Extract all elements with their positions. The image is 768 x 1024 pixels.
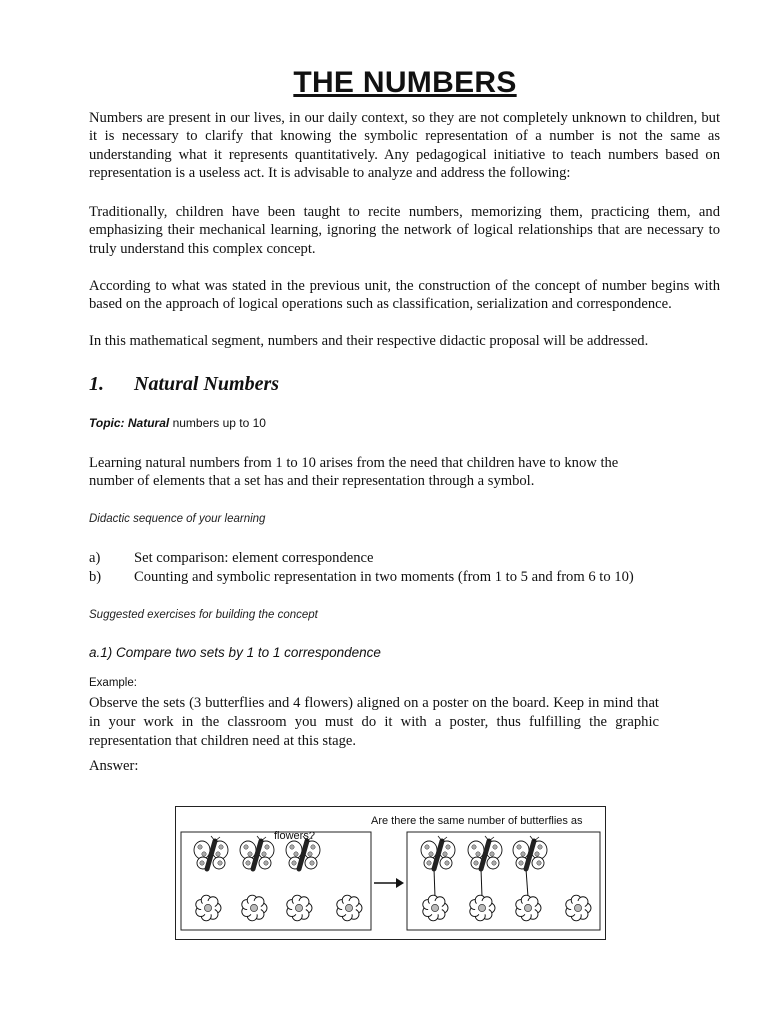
- learning-paragraph: [89, 454, 659, 491]
- butterfly-icon: [468, 836, 502, 869]
- figure-question: Are there the same number of butterflies as: [371, 815, 583, 827]
- flower-icon: [337, 895, 362, 921]
- topic-label: Topic: Natural: [89, 416, 170, 430]
- answer-label: Answer:: [89, 758, 139, 774]
- intro-paragraph: Numbers are present in our lives, in our daily context, so they are not completely unknown to children, but it is necessary to clarify that knowing the symbolic representation of a number is not the same as understanding what it represents quantitatively. Any pedagogical initiative to teach numbers based on representation is a useless act. It is advisable to analyze and address the following:: [89, 110, 720, 181]
- concept-paragraph: According to what was stated in the previous unit, the construction of the concept of number begins with based on the approach of logical operations such as classification, serialization and correspondence.: [89, 278, 720, 313]
- tradition-paragraph: Traditionally, children have been taught to recite numbers, memorizing them, practicing them, and emphasizing their mechanical learning, ignoring the network of logical relationships that are necessary to truly understand this complex concept.: [89, 204, 720, 257]
- example-label: Example:: [89, 677, 137, 689]
- arrow-icon: [374, 878, 404, 888]
- correspondence-line: [434, 869, 435, 897]
- correspondence-line: [526, 869, 528, 897]
- exercise-heading: a.1) Compare two sets by 1 to 1 correspondence: [89, 645, 381, 660]
- flower-icon: [196, 895, 221, 921]
- example-text: Observe the sets (3 butterflies and 4 flowers) aligned on a poster on the board. Keep in mind that in your work in the classroom you must do it with a poster, thus fulfilling the graphic representation that children need at this stage.: [89, 695, 659, 749]
- correspondence-line: [481, 869, 482, 897]
- flower-icon: [423, 895, 448, 921]
- list-marker: a): [89, 550, 101, 566]
- page-title: THE NUMBERS: [293, 66, 517, 99]
- learning-lead: Learning natural: [89, 455, 186, 471]
- butterfly-icon: [421, 836, 455, 869]
- list-item: [89, 568, 634, 587]
- flower-icon: [242, 895, 267, 921]
- correspondence-figure: [175, 806, 606, 940]
- list-text: Counting and symbolic representation in two moments (from 1 to 5 and from 6 to 10): [134, 569, 634, 585]
- didactic-label: Didactic sequence of your learning: [89, 513, 266, 525]
- section-number: 1.: [89, 373, 104, 395]
- topic-text: numbers up to 10: [169, 416, 266, 430]
- didactic-sequence-list: [89, 549, 634, 587]
- butterfly-icon: [513, 836, 547, 869]
- section-title: Natural Numbers: [134, 373, 280, 395]
- flower-icon: [566, 895, 591, 921]
- butterfly-icon: [240, 836, 274, 869]
- topic-line: [89, 416, 266, 430]
- flower-icon: [516, 895, 541, 921]
- flower-icon: [287, 895, 312, 921]
- list-text: Set comparison: element correspondence: [134, 550, 374, 566]
- list-marker: b): [89, 569, 102, 585]
- learning-text: numbers from 1 to 10 arises from the need that children have to know the number of elements that a set has and their representation through a symbol.: [89, 455, 619, 490]
- suggested-label: Suggested exercises for building the concept: [89, 609, 318, 621]
- figure-question-end: flowers?: [274, 830, 315, 842]
- section-heading: [89, 373, 279, 396]
- butterfly-icon: [194, 836, 228, 869]
- segment-paragraph: In this mathematical segment, numbers and their respective didactic proposal will be addressed.: [89, 333, 649, 349]
- flower-icon: [470, 895, 495, 921]
- list-item: [89, 549, 634, 568]
